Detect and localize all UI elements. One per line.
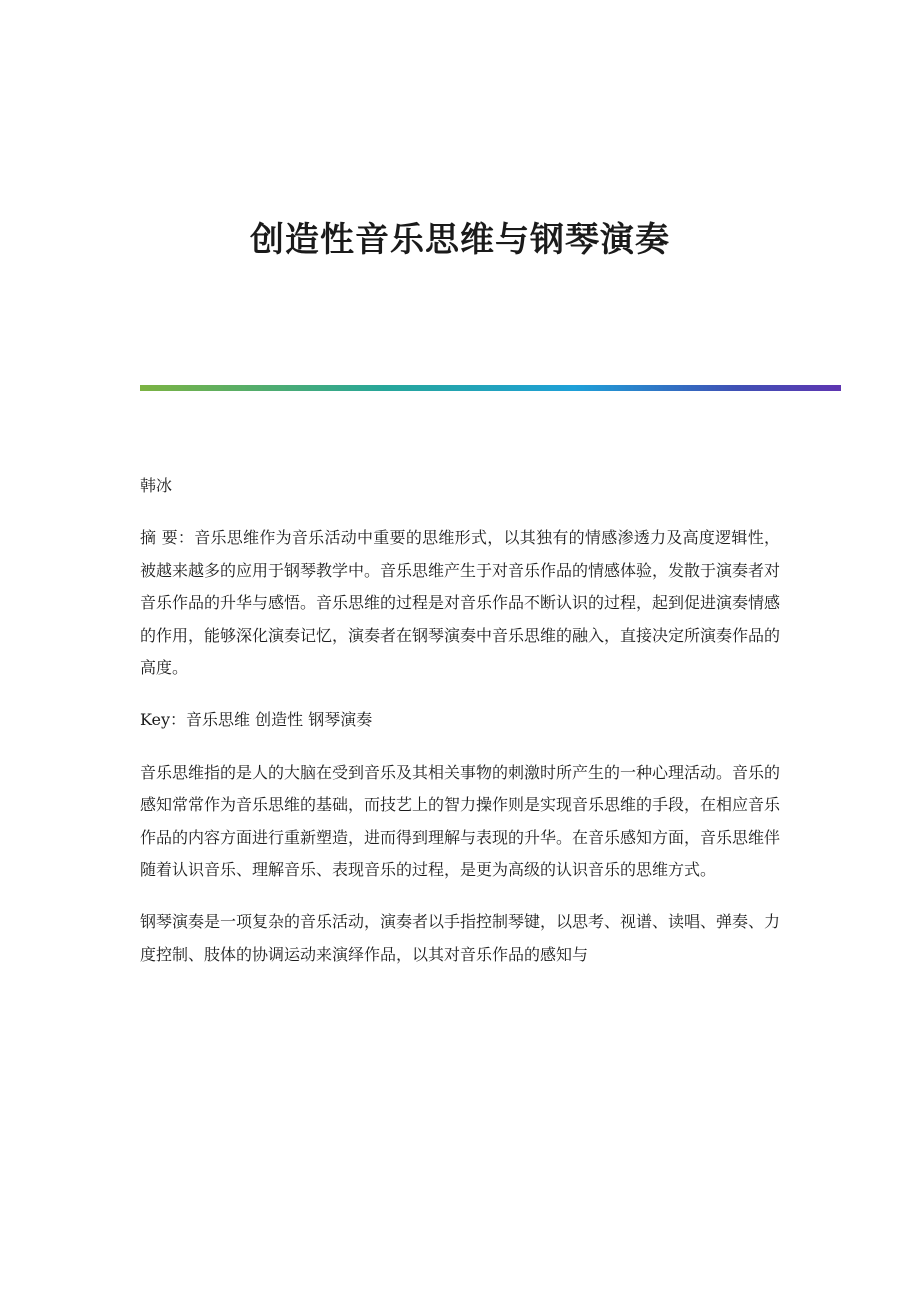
- document-body: [140, 470, 780, 991]
- author-name: 韩冰: [140, 476, 173, 495]
- abstract-paragraph: 摘 要：音乐思维作为音乐活动中重要的思维形式，以其独有的情感渗透力及高度逻辑性， 被越来越多的应用于钢琴教学中。音乐思维产生于对音乐作品的情感体验，发散于演奏者对音乐作品的升华与感悟。音乐思维的过程是对音乐作品不断认识的过程，起到促进演奏情感的作用，能够深化演奏记忆，演奏者在钢琴演奏中音乐思维的融入，直接决定所演奏作品的高度。: [140, 528, 781, 678]
- keywords-line: Key：音乐思维 创造性 钢琴演奏: [140, 710, 373, 730]
- body-paragraph-2: 钢琴演奏是一项复杂的音乐活动，演奏者以手指控制琴键，以思考、视谱、读唱、弹奏、力度控制、肢体的协调运动来演绎作品，以其对音乐作品的感知与: [140, 912, 781, 964]
- body-paragraph-1: 音乐思维指的是人的大脑在受到音乐及其相关事物的刺激时所产生的一种心理活动。音乐的感知常常作为音乐思维的基础，而技艺上的智力操作则是实现音乐思维的手段，在相应音乐作品的内容方面进行重新塑造，进而得到理解与表现的升华。在音乐感知方面，音乐思维伴随着认识音乐、理解音乐、表现音乐的过程，是更为高级的认识音乐的思维方式。: [140, 762, 781, 880]
- document-title: 创造性音乐思维与钢琴演奏: [250, 220, 670, 260]
- title-divider: [140, 385, 841, 391]
